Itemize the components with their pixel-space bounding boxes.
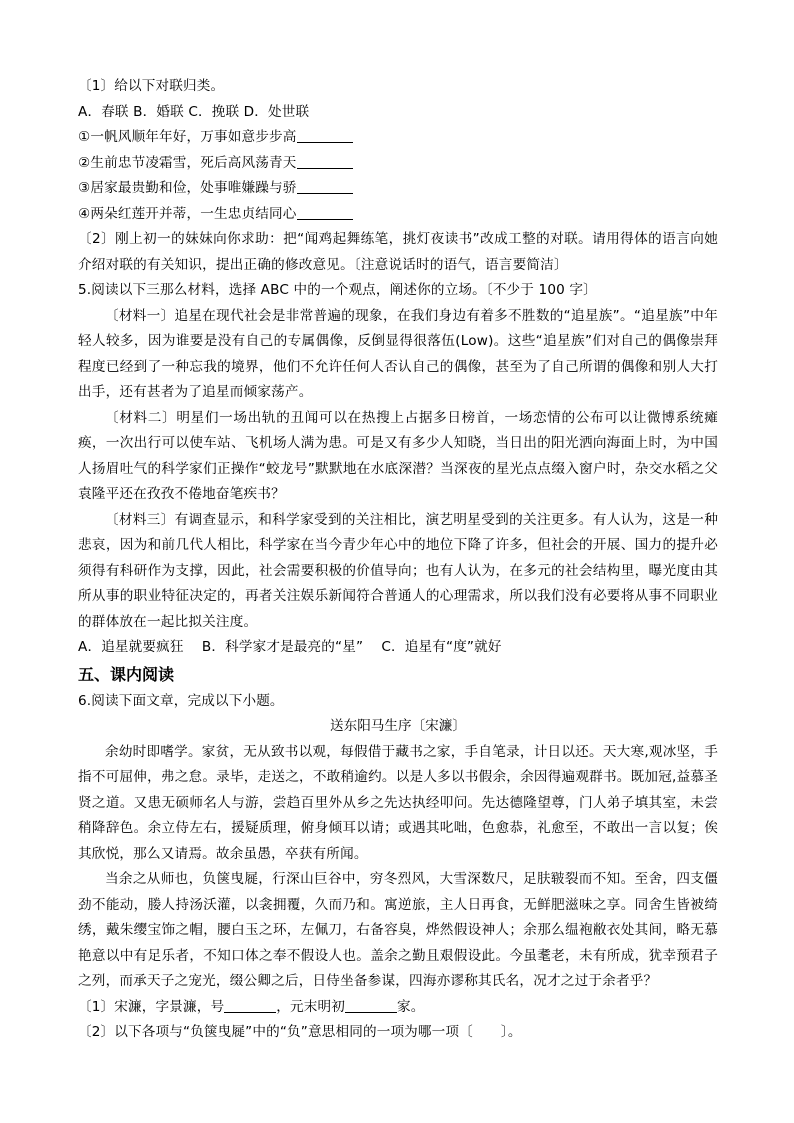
section-heading: 五、课内阅读 xyxy=(78,664,175,684)
q6-sub2: 〔2〕以下各项与“负箧曳屣”中的“负”意思相同的一项为哪一项〔 〕。 xyxy=(78,1024,522,1040)
answer-blank[interactable] xyxy=(297,205,353,220)
q6-stem: 6.阅读下面文章，完成以下小题。 xyxy=(78,692,284,709)
couplet-item-1: ①一帆风顺年年好，万事如意步步高 xyxy=(78,125,718,151)
q4-sub1: 〔1〕给以下对联归类。 xyxy=(78,78,225,94)
q5-options: A．追星就要疯狂 B．科学家才是最亮的“星” C．追星有“度”就好 xyxy=(78,639,502,655)
couplet-item-4: ④两朵红莲开并蒂，一生忠贞结同心 xyxy=(78,202,718,228)
q4-options: A．春联 B．婚联 C．挽联 D．处世联 xyxy=(78,103,310,120)
q5-stem: 5.阅读以下三那么材料，选择 ABC 中的一个观点，阐述你的立场。〔不少于 100 字〕 xyxy=(78,282,597,298)
q6-sub1: 〔1〕宋濂，字景濂，号 ，元末明初 家。 xyxy=(78,998,425,1015)
passage-title: 送东阳马生序〔宋濂〕 xyxy=(330,718,466,734)
answer-blank[interactable] xyxy=(297,154,353,169)
answer-blank[interactable] xyxy=(345,998,397,1013)
material-3: 〔材料三〕有调查显示，和科学家受到的关注相比，演艺明星受到的关注更多。有人认为，这是一种悲哀，因为和前几代人相比，科学家在当今青少年心中的地位下降了许多，但社会的开展、国力的提升必须得有科研作为支撑，因此，社会需要积极的价值导向；也有人认为，在多元的社会结构里，曝光度由其所从事的职业特征决定的，再者关注娱乐新闻符合普通人的心理需求，所以我们没有必要将从事不同职业的群体放在一起比拟关注度。 xyxy=(78,511,718,630)
q4-sub2: 〔2〕刚上初一的妹妹向你求助：把“闻鸡起舞练笔，挑灯夜读书”改成工整的对联。请用得体的语言向她介绍对联的有关知识，提出正确的修改意见。〔注意说话时的语气，语言要简洁〕 xyxy=(78,231,718,273)
material-1: 〔材料一〕追星在现代社会是非常普遍的现象，在我们身边有着多不胜数的“追星族”。“追星族”中年轻人较多，因为谁要是没有自己的专属偶像，反倒显得很落伍(Low)。这些“追星族”们对自己的偶像崇拜程度已经到了一种忘我的境界，他们不允许任何人否认自己的偶像，甚至为了自己所谓的偶像和别人大打出手，还有甚者为了追星而倾家荡产。 xyxy=(78,307,718,400)
document-page xyxy=(78,74,718,1046)
material-2: 〔材料二〕明星们一场出轨的丑闻可以在热搜上占据多日榜首，一场恋情的公布可以让微博系统瘫痪，一次出行可以使车站、飞机场人满为患。可是又有多少人知晓，当日出的阳光洒向海面上时，为中国人扬眉吐气的科学家们正操作“蛟龙号”默默地在水底深潜？当深夜的星光点点缀入窗户时，杂交水稻之父袁隆平还在孜孜不倦地奋笔疾书？ xyxy=(78,409,718,502)
answer-blank[interactable] xyxy=(297,179,353,194)
answer-blank[interactable] xyxy=(224,998,276,1013)
couplet-item-2: ②生前忠节凌霜雪，死后高风荡青天 xyxy=(78,151,718,177)
couplet-item-3: ③居家最贵勤和俭，处事唯嫌躁与骄 xyxy=(78,176,718,202)
passage-paragraph-1: 余幼时即嗜学。家贫，无从致书以观，每假借于藏书之家，手自笔录，计日以还。天大寒,观冰坚，手指不可屈伸，弗之怠。录毕，走送之，不敢稍逾约。以是人多以书假余，余因得遍观群书。既加冠,益慕圣贤之道。又患无硕师名人与游，尝趋百里外从乡之先达执经叩问。先达德隆望尊，门人弟子填其室，未尝稍降辞色。余立侍左右，援疑质理，俯身倾耳以请；或遇其叱咄，色愈恭，礼愈至，不敢出一言以复；俟其欣悦，那么又请焉。故余虽愚，卒获有所闻。 xyxy=(78,743,718,862)
answer-blank[interactable] xyxy=(297,128,353,143)
passage-paragraph-2: 当余之从师也，负箧曳屣，行深山巨谷中，穷冬烈风，大雪深数尺，足肤皲裂而不知。至舍，四支僵劲不能动，媵人持汤沃灌，以衾拥覆，久而乃和。寓逆旅，主人日再食，无鲜肥滋味之享。同舍生皆被绮绣，戴朱缨宝饰之帽，腰白玉之环，左佩刀，右备容臭，烨然假设神人；余那么缊袍敝衣处其间，略无慕艳意以中有足乐者，不知口体之奉不假设人也。盖余之勤且艰假设此。今虽耄老，未有所成，犹幸预君子之列，而承天子之宠光，缀公卿之后，日侍坐备参谋，四海亦谬称其氏名，况才之过于余者乎？ xyxy=(78,871,718,989)
